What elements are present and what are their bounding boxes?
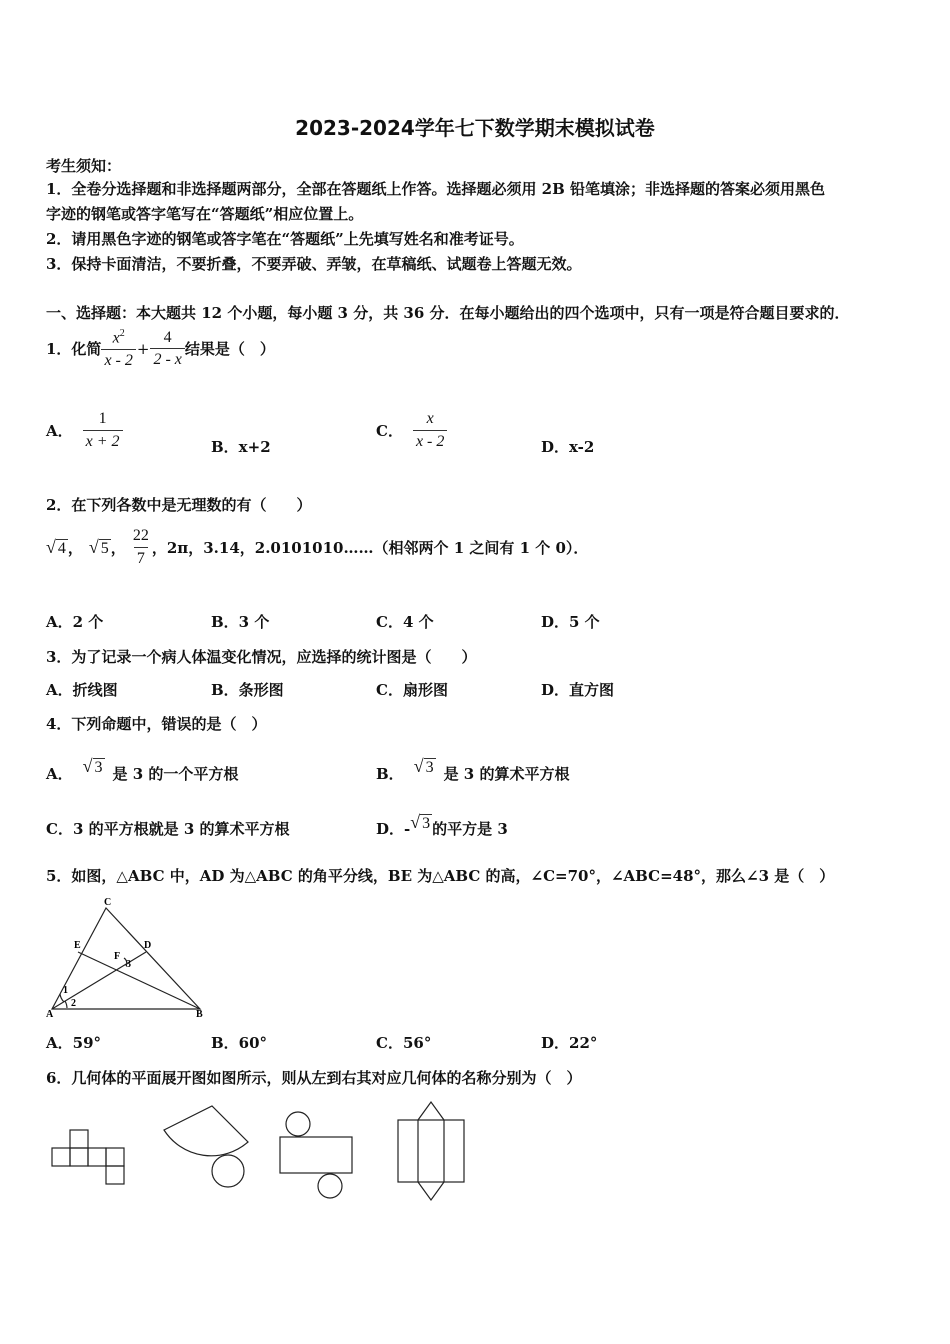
prism-net-figure <box>394 1100 468 1204</box>
q2-fraction: $\frac{22}{7}$ <box>132 527 149 567</box>
fig-label-f: F <box>114 951 121 962</box>
q4-b-sqrt: √ 3 <box>413 756 434 776</box>
section-heading: 一、选择题：本大题共 12 个小题，每小题 3 分，共 36 分．在每小题给出的四个选项中，只有一项是符合题目要求的． <box>46 304 850 322</box>
cylinder-net-figure <box>276 1110 356 1202</box>
q5-option-b: B．60° <box>211 1034 268 1052</box>
q3-option-a: A．折线图 <box>46 681 118 699</box>
notice-heading: 考生须知： <box>46 157 122 175</box>
q4-option-a: A． √ 3 是 3 的一个平方根 <box>46 756 239 783</box>
q3-option-c: C．扇形图 <box>376 681 448 699</box>
q2-option-b: B．3 个 <box>211 613 270 631</box>
q2-rest: ，2π，3.14，2.0101010……（相邻两个 1 之间有 1 个 0）． <box>151 538 589 557</box>
q5-option-d: D．22° <box>541 1034 598 1052</box>
fig-label-a: A <box>46 1009 54 1020</box>
q1-option-c: C． $\frac{x}{x - 2}$ <box>376 410 447 450</box>
question-2-stem: 2．在下列各数中是无理数的有（ ） <box>46 496 312 514</box>
cube-net-figure <box>50 1128 130 1186</box>
cone-net-figure <box>160 1104 256 1190</box>
q4-a-sqrt: √ 3 <box>82 756 103 776</box>
q1-option-a-fraction: $\frac{1}{x + 2}$ <box>83 410 123 450</box>
fig-label-d: D <box>144 940 152 951</box>
q1-option-d: D．x-2 <box>541 438 595 456</box>
q1-plus: + <box>136 339 150 358</box>
q3-option-b: B．条形图 <box>211 681 284 699</box>
q1-prefix: 1．化简 <box>46 340 102 359</box>
fig-label-c: C <box>104 897 112 908</box>
question-4-stem: 4．下列命题中，错误的是（ ） <box>46 715 267 733</box>
notice-line-3: 3．保持卡面清洁，不要折叠，不要弄破、弄皱，在草稿纸、试题卷上答题无效。 <box>46 255 582 273</box>
question-6-stem: 6．几何体的平面展开图如图所示，则从左到右其对应几何体的名称分别为（ ） <box>46 1069 582 1087</box>
q2-sqrt-5: √ 5 <box>88 536 109 557</box>
q4-option-b: B． √ 3 是 3 的算术平方根 <box>376 756 570 783</box>
notice-line-2: 2．请用黑色字迹的钢笔或答字笔在“答题纸”上先填写姓名和准考证号。 <box>46 230 524 248</box>
triangle-figure <box>40 896 210 1018</box>
question-5-stem: 5．如图，△ABC 中，AD 为△ABC 的角平分线，BE 为△ABC 的高，∠C=70°，∠ABC=48°，那么∠3 是（ ） <box>46 867 835 885</box>
question-1-stem <box>46 328 275 370</box>
page-title: 2023-2024学年七下数学期末模拟试卷 <box>295 116 655 140</box>
notice-line-1a: 1．全卷分选择题和非选择题两部分，全部在答题纸上作答。选择题必须用 2B 铅笔填涂；非选择题的答案必须用黑色 <box>46 180 826 198</box>
q3-option-d: D．直方图 <box>541 681 615 699</box>
fig-label-b: B <box>196 1009 203 1020</box>
question-3-stem: 3．为了记录一个病人体温变化情况，应选择的统计图是（ ） <box>46 648 477 666</box>
q5-option-c: C．56° <box>376 1034 432 1052</box>
q1-fraction-1: $\frac{x^2}{x - 2}$ <box>101 328 135 370</box>
fig-label-3: 3 <box>126 959 131 970</box>
notice-line-1b: 字迹的钢笔或答字笔写在“答题纸”相应位置上。 <box>46 205 364 223</box>
question-2-numbers: √ 4 ， √ 5 ， $\frac{22}{7}$ ，2π，3.14，2.0101010……（相邻两个 1 之间有 1 个 0）． <box>46 527 589 567</box>
q4-option-c: C．3 的平方根就是 3 的算术平方根 <box>46 820 290 838</box>
q1-option-a: A． $\frac{1}{x + 2}$ <box>46 410 123 450</box>
q2-option-a: A．2 个 <box>46 613 104 631</box>
q4-option-d: D．- √ 3 的平方是 3 <box>376 812 508 838</box>
fig-label-1: 1 <box>63 985 68 996</box>
q1-suffix: 结果是（ ） <box>184 340 275 359</box>
q1-option-c-fraction: $\frac{x}{x - 2}$ <box>413 410 447 450</box>
q5-option-a: A．59° <box>46 1034 102 1052</box>
q2-option-c: C．4 个 <box>376 613 434 631</box>
q1-option-b: B．x+2 <box>211 438 271 456</box>
q4-d-sqrt: √ 3 <box>410 812 431 832</box>
fig-label-2: 2 <box>71 998 76 1009</box>
fig-label-e: E <box>74 940 81 951</box>
q2-sqrt-4: √ 4 <box>46 536 66 557</box>
q2-option-d: D．5 个 <box>541 613 600 631</box>
q1-fraction-2: $\frac{4}{2 - x}$ <box>150 329 184 369</box>
